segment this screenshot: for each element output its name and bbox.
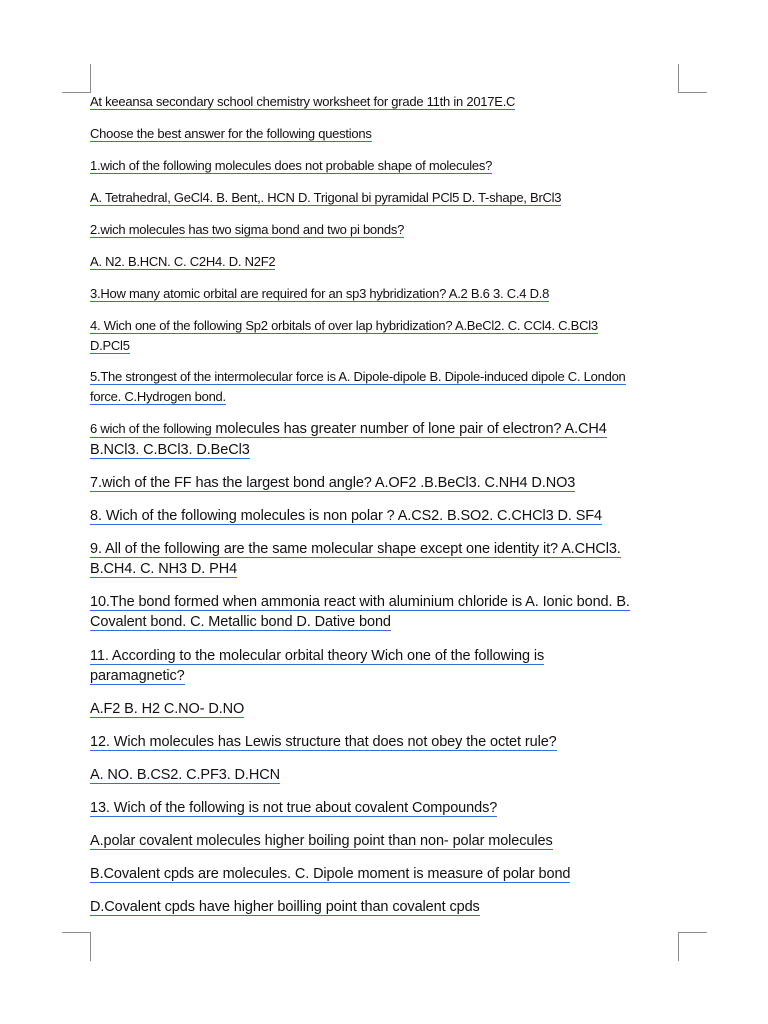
- question-3: 3.How many atomic orbital are required for an sp3 hybridization? A.2 B.6 3. C.4 D.8: [90, 286, 550, 301]
- question-6-line-1: 6 wich of the following molecules has greater number of lone pair of electron? A.CH4: [90, 421, 607, 437]
- question-8: 8. Wich of the following molecules is non polar ? A.CS2. B.SO2. C.CHCl3 D. SF4: [90, 508, 603, 524]
- question-2: 2.wich molecules has two sigma bond and two pi bonds?: [90, 222, 405, 237]
- question-13: 13. Wich of the following is not true about covalent Compounds?: [90, 800, 498, 816]
- question-6-line-2: B.NCl3. C.BCl3. D.BeCl3: [90, 442, 250, 458]
- question-13-option-d: D.Covalent cpds have higher boilling point than covalent cpds: [90, 899, 480, 915]
- question-12: 12. Wich molecules has Lewis structure that does not obey the octet rule?: [90, 734, 557, 750]
- question-9-line-2: B.CH4. C. NH3 D. PH4: [90, 561, 238, 577]
- question-7: 7.wich of the FF has the largest bond angle? A.OF2 .B.BeCl3. C.NH4 D.NO3: [90, 475, 576, 491]
- question-4-line-2: D.PCl5: [90, 338, 130, 353]
- question-13-option-b-c: B.Covalent cpds are molecules. C. Dipole moment is measure of polar bond: [90, 866, 571, 882]
- corner-mark-bottom-left: [62, 932, 91, 961]
- question-1: 1.wich of the following molecules does not probable shape of molecules?: [90, 158, 493, 173]
- question-4-line-1: 4. Wich one of the following Sp2 orbitals of over lap hybridization? A.BeCl2. C. CCl4. C.BCl3: [90, 318, 598, 333]
- question-13-option-a: A.polar covalent molecules higher boiling point than non- polar molecules: [90, 833, 553, 849]
- question-11-line-2: paramagnetic?: [90, 668, 185, 684]
- instruction-text: Choose the best answer for the following questions: [90, 126, 372, 141]
- question-12-options: A. NO. B.CS2. C.PF3. D.HCN: [90, 767, 280, 783]
- corner-mark-top-left: [62, 64, 91, 93]
- question-10-line-2: Covalent bond. C. Metallic bond D. Dative bond: [90, 614, 391, 630]
- question-5-line-1: 5.The strongest of the intermolecular force is A. Dipole-dipole B. Dipole-induced dipole C. London: [90, 369, 626, 384]
- question-1-options: A. Tetrahedral, GeCl4. B. Bent,. HCN D. Trigonal bi pyramidal PCl5 D. T-shape, BrCl3: [90, 190, 562, 205]
- question-11-options: A.F2 B. H2 C.NO- D.NO: [90, 701, 245, 717]
- question-11-line-1: 11. According to the molecular orbital theory Wich one of the following is: [90, 648, 545, 664]
- corner-mark-top-right: [678, 64, 707, 93]
- question-2-options: A. N2. B.HCN. C. C2H4. D. N2F2: [90, 254, 276, 269]
- question-9-line-1: 9. All of the following are the same molecular shape except one identity it? A.CHCl3.: [90, 541, 621, 557]
- question-5-line-2: force. C.Hydrogen bond.: [90, 389, 226, 404]
- worksheet-header: At keeansa secondary school chemistry worksheet for grade 11th in 2017E.C: [90, 94, 516, 109]
- corner-mark-bottom-right: [678, 932, 707, 961]
- question-10-line-1: 10.The bond formed when ammonia react with aluminium chloride is A. Ionic bond. B.: [90, 594, 630, 610]
